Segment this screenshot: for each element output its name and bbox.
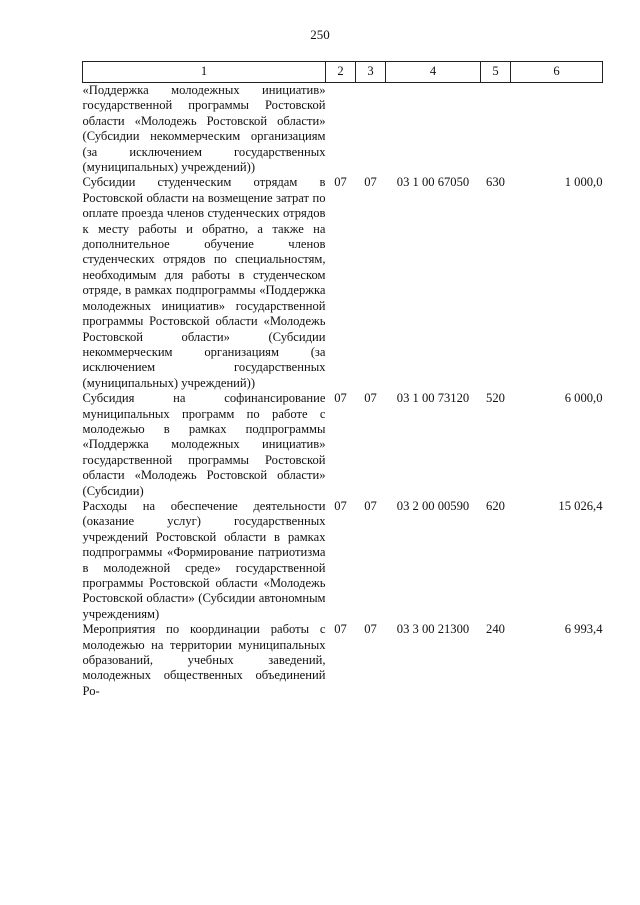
header-row: [83, 62, 603, 83]
row-section-code: [326, 83, 356, 176]
row-subsection-code: 07: [364, 622, 377, 637]
row-description: Субсидии студенческим отрядам в Ростовской области на возмещение затрат по оплате проезда членов студенческих отрядов к месту работы и обратно, а также на дополнительное обучение членов студенческих отрядов по специальностям, необходимым для работы в студенческом отряде, в рамках подпрограммы «Поддержка молодежных инициатив» государственной программы Ростовской области «Молодежь Ростовской области» (Субсидии некоммерческим организациям (за исключением государственных (муниципальных) учреждений)): [82, 175, 326, 390]
row-amount: 6 000,0: [564, 391, 603, 406]
row-amount: [511, 83, 603, 176]
header-col-1: 1: [83, 62, 326, 83]
row-expense-type: 620: [486, 498, 505, 513]
row-target-article: 03 3 00 21300: [396, 622, 470, 637]
budget-table: [82, 61, 603, 699]
row-target-article: 03 2 00 00590: [396, 498, 470, 513]
row-expense-type: [481, 83, 511, 176]
table-row: [83, 175, 603, 391]
row-expense-type: 630: [486, 175, 505, 190]
header-col-4: 4: [386, 62, 481, 83]
row-expense-type: 240: [486, 622, 505, 637]
header-col-3: 3: [356, 62, 386, 83]
header-col-2: 2: [326, 62, 356, 83]
row-section-code: 07: [334, 391, 347, 406]
row-description: Расходы на обеспечение деятельности (оказание услуг) государственных учреждений Ростовской области в рамках подпрограммы «Формирование патриотизма в молодежной среде» государственной программы Ростовской области «Молодежь Ростовской области» (Субсидии автономным учреждениям): [82, 498, 326, 621]
row-description: Субсидия на софинансирование муниципальных программ по работе с молодежью в рамках подпрограммы «Поддержка молодежных инициатив» государственной программы Ростовской области «Молодежь Ростовской области» (Субсидии): [82, 391, 326, 498]
row-section-code: 07: [334, 175, 347, 190]
table-row: [83, 499, 603, 622]
row-amount: 15 026,4: [558, 498, 603, 513]
page-number: 250: [310, 27, 330, 42]
table-row: [83, 391, 603, 499]
table-row: [83, 622, 603, 699]
row-subsection-code: 07: [364, 391, 377, 406]
row-amount: 6 993,4: [564, 622, 603, 637]
row-section-code: 07: [334, 622, 347, 637]
table-row: [83, 83, 603, 176]
row-target-article: [386, 83, 481, 176]
row-target-article: 03 1 00 67050: [396, 175, 470, 190]
row-amount: 1 000,0: [564, 175, 603, 190]
header-col-6: 6: [511, 62, 603, 83]
row-description: Мероприятия по координации работы с молодежью на территории муниципальных образований, учебных заведений, молодежных общественных объединений Ро-: [82, 622, 326, 698]
row-target-article: 03 1 00 73120: [396, 391, 470, 406]
row-description: «Поддержка молодежных инициатив» государственной программы Ростовской области «Молодежь Ростовской области» (Субсидии некоммерческим организациям (за исключением государственных (муниципальных) учреждений)): [82, 83, 326, 175]
table-body: [83, 83, 603, 700]
row-subsection-code: 07: [364, 175, 377, 190]
row-section-code: 07: [334, 498, 347, 513]
row-subsection-code: 07: [364, 498, 377, 513]
row-subsection-code: [356, 83, 386, 176]
table-header: [83, 62, 603, 83]
header-col-5: 5: [481, 62, 511, 83]
row-expense-type: 520: [486, 391, 505, 406]
